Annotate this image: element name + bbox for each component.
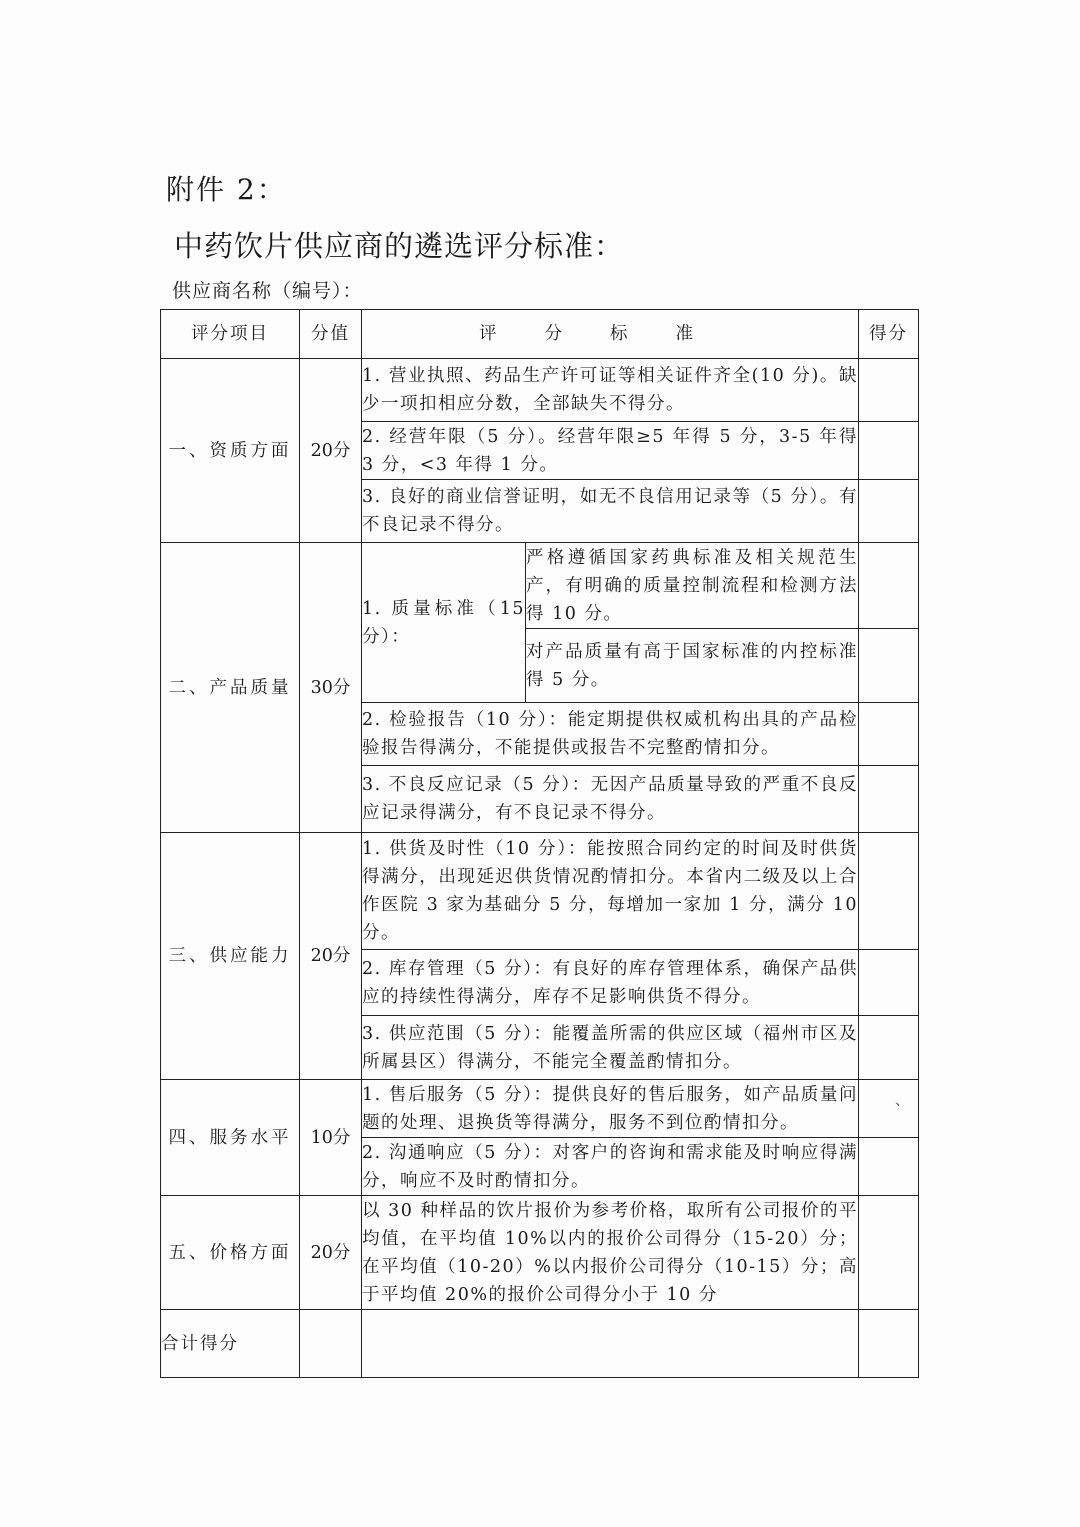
table-row [161, 833, 919, 950]
category-price: 五、价格方面 [161, 1196, 300, 1310]
category-qualification: 一、资质方面 [161, 359, 300, 543]
stray-mark: 、 [895, 1093, 909, 1109]
criterion-text: 1. 售后服务（5 分）：提供良好的售后服务，如产品质量问题的处理、退换货等得满分，服务不到位酌情扣分。 [362, 1080, 859, 1138]
quality-standard-label: 1. 质量标准（15 分）： [362, 543, 526, 703]
table-row [161, 1196, 919, 1310]
document-title: 中药饮片供应商的遴选评分标准： [174, 229, 625, 263]
attachment-label: 附件 2： [166, 173, 287, 206]
quality-sub-criterion: 对产品质量有高于国家标准的内控标准得 5 分。 [526, 629, 859, 703]
total-points-cell [300, 1310, 362, 1378]
scoring-table [160, 309, 919, 1378]
table-row [161, 1080, 919, 1138]
score-cell[interactable] [859, 359, 919, 422]
score-cell[interactable] [859, 1138, 919, 1196]
table-row [161, 543, 919, 629]
score-cell[interactable] [859, 1016, 919, 1080]
criterion-text: 2. 沟通响应（5 分）：对客户的咨询和需求能及时响应得满分，响应不及时酌情扣分。 [362, 1138, 859, 1196]
header-criteria: 评分标准 [362, 310, 859, 359]
points-price: 20分 [300, 1196, 362, 1310]
total-score-cell[interactable] [859, 1310, 919, 1378]
criterion-text: 3. 供应范围（5 分）：能覆盖所需的供应区域（福州市区及所属县区）得满分，不能完全覆盖酌情扣分。 [362, 1016, 859, 1080]
criterion-text: 1. 供货及时性（10 分）：能按照合同约定的时间及时供货得满分，出现延迟供货情况酌情扣分。本省内二级及以上合作医院 3 家为基础分 5 分，每增加一家加 1 分，满分 10 分。 [362, 833, 859, 950]
criterion-text: 2. 经营年限（5 分）。经营年限≥5 年得 5 分，3-5 年得 3 分，<3 年得 1 分。 [362, 422, 859, 480]
category-supply-capacity: 三、供应能力 [161, 833, 300, 1080]
quality-sub-criterion: 严格遵循国家药典标准及相关规范生产，有明确的质量控制流程和检测方法得 10 分。 [526, 543, 859, 629]
header-score: 得分 [859, 310, 919, 359]
total-score-label: 合计得分 [161, 1310, 300, 1378]
header-item: 评分项目 [161, 310, 300, 359]
category-product-quality: 二、产品质量 [161, 543, 300, 833]
score-cell[interactable] [859, 766, 919, 833]
category-service-level: 四、服务水平 [161, 1080, 300, 1196]
score-cell[interactable] [859, 480, 919, 543]
table-header-row [161, 310, 919, 359]
table-row [161, 359, 919, 422]
score-cell[interactable] [859, 1196, 919, 1310]
score-cell[interactable] [859, 703, 919, 766]
score-cell[interactable] [859, 629, 919, 703]
criterion-text: 3. 不良反应记录（5 分）：无因产品质量导致的严重不良反应记录得满分，有不良记录不得分。 [362, 766, 859, 833]
points-supply-capacity: 20分 [300, 833, 362, 1080]
points-service-level: 10分 [300, 1080, 362, 1196]
criterion-text: 3. 良好的商业信誉证明，如无不良信用记录等（5 分）。有不良记录不得分。 [362, 480, 859, 543]
header-points: 分值 [300, 310, 362, 359]
criterion-text: 2. 库存管理（5 分）：有良好的库存管理体系，确保产品供应的持续性得满分，库存不足影响供货不得分。 [362, 950, 859, 1016]
score-cell[interactable] [859, 1080, 919, 1138]
criterion-text: 以 30 种样品的饮片报价为参考价格，取所有公司报价的平均值，在平均值 10%以内的报价公司得分（15-20）分；在平均值（10-20）%以内报价公司得分（10-15）分；高于平均值 20%的报价公司得分小于 10 分 [362, 1196, 859, 1310]
points-qualification: 20分 [300, 359, 362, 543]
score-cell[interactable] [859, 833, 919, 950]
total-row [161, 1310, 919, 1378]
score-cell[interactable] [859, 950, 919, 1016]
criterion-text: 2. 检验报告（10 分）：能定期提供权威机构出具的产品检验报告得满分，不能提供或报告不完整酌情扣分。 [362, 703, 859, 766]
total-criteria-cell [362, 1310, 859, 1378]
score-cell[interactable] [859, 422, 919, 480]
score-cell[interactable] [859, 543, 919, 629]
criterion-text: 1. 营业执照、药品生产许可证等相关证件齐全(10 分)。缺少一项扣相应分数，全部缺失不得分。 [362, 359, 859, 422]
points-product-quality: 30分 [300, 543, 362, 833]
supplier-name-label: 供应商名称（编号）： [172, 280, 363, 302]
